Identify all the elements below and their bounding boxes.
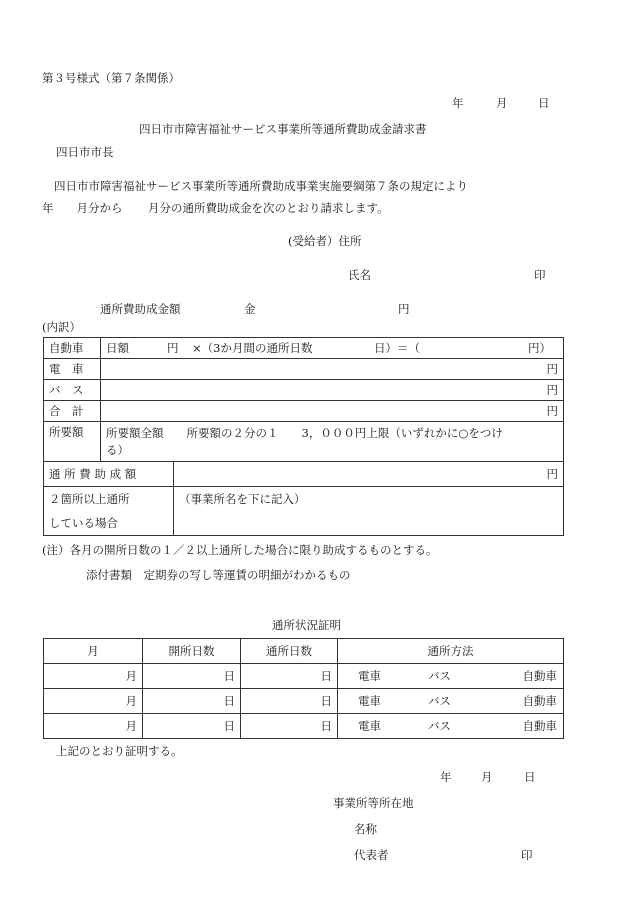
row-attend-days: 日 [241, 664, 338, 689]
breakdown-label: (内訳） [42, 320, 81, 334]
table-row [44, 422, 564, 462]
header-open-days: 開所日数 [143, 639, 241, 664]
car-label: 自動車 [44, 338, 101, 359]
car-formula: 日額 円 ×（3か月間の通所日数 日）＝（ 円） [101, 338, 564, 359]
representative-label: 代表者 [354, 848, 389, 862]
row-open-days: 日 [143, 664, 241, 689]
table-row [44, 487, 564, 536]
row-method: 電車 バス 自動車 [338, 714, 564, 739]
certification-text: 上記のとおり証明する。 [56, 744, 183, 758]
row-attend-days: 日 [241, 714, 338, 739]
form-number: 第３号様式（第７条関係） [42, 71, 180, 85]
row-month: 月 [44, 714, 143, 739]
name-label: 氏名 [348, 268, 371, 282]
office-name-label: 名称 [354, 822, 377, 836]
body-line-2-b: 月分の通所費助成金を次のとおり請求します。 [148, 201, 389, 215]
bus-label: バ ス [44, 380, 101, 401]
subsidy-label: 通 所 費 助 成 額 [44, 462, 174, 487]
date-year: 年 [440, 770, 452, 784]
date-day: 日 [538, 96, 550, 110]
train-label: 電 車 [44, 359, 101, 380]
train-yen: 円 [101, 359, 564, 380]
row-method: 電車 バス 自動車 [338, 689, 564, 714]
seal-mark: 印 [534, 268, 546, 282]
multi-facility-note: （事業所名を下に記入） [174, 487, 564, 536]
body-line-1: 四日市市障害福祉サービス事業所等通所費助成事業実施要綱第７条の規定により [54, 179, 468, 193]
body-line-2-a: 年 月分から [42, 201, 123, 215]
breakdown-table [43, 337, 564, 536]
table-row [44, 401, 564, 422]
total-yen: 円 [101, 401, 564, 422]
table-row [44, 664, 564, 689]
row-attend-days: 日 [241, 689, 338, 714]
header-attend-days: 通所日数 [241, 639, 338, 664]
table-row [44, 462, 564, 487]
table-row [44, 639, 564, 664]
certificate-title: 通所状況証明 [272, 618, 341, 632]
amount-label: 通所費助成金額 [100, 302, 181, 316]
date-month: 月 [496, 96, 508, 110]
kin-label: 金 [244, 302, 256, 316]
seal-mark: 印 [521, 848, 533, 862]
table-row [44, 338, 564, 359]
row-month: 月 [44, 689, 143, 714]
attachment-note: 添付書類 定期券の写し等運賃の明細がわかるもの [86, 568, 351, 582]
total-label: 合 計 [44, 401, 101, 422]
date-month: 月 [481, 770, 493, 784]
bus-yen: 円 [101, 380, 564, 401]
addressee: 四日市市長 [56, 145, 114, 159]
note: (注）各月の開所日数の１／２以上通所した場合に限り助成するものとする。 [42, 543, 438, 557]
address-label: (受給者）住所 [288, 234, 362, 248]
multi-facility-label: ２箇所以上通所 している場合 [44, 487, 174, 536]
table-row [44, 359, 564, 380]
header-method: 通所方法 [338, 639, 564, 664]
subsidy-yen: 円 [174, 462, 564, 487]
required-options: 所要額全額 所要額の２分の１ 3，０００円上限（いずれかに○をつけ る） [101, 422, 564, 462]
row-method: 電車 バス 自動車 [338, 664, 564, 689]
attendance-table [43, 638, 564, 739]
office-address-label: 事業所等所在地 [333, 796, 414, 810]
row-open-days: 日 [143, 714, 241, 739]
row-open-days: 日 [143, 689, 241, 714]
table-row [44, 714, 564, 739]
table-row [44, 380, 564, 401]
yen-label: 円 [398, 302, 410, 316]
document-title: 四日市市障害福祉サービス事業所等通所費助成金請求書 [139, 122, 427, 136]
row-month: 月 [44, 664, 143, 689]
date-year: 年 [452, 96, 464, 110]
required-label: 所要額 [44, 422, 101, 462]
table-row [44, 689, 564, 714]
header-month: 月 [44, 639, 143, 664]
date-day: 日 [524, 770, 536, 784]
